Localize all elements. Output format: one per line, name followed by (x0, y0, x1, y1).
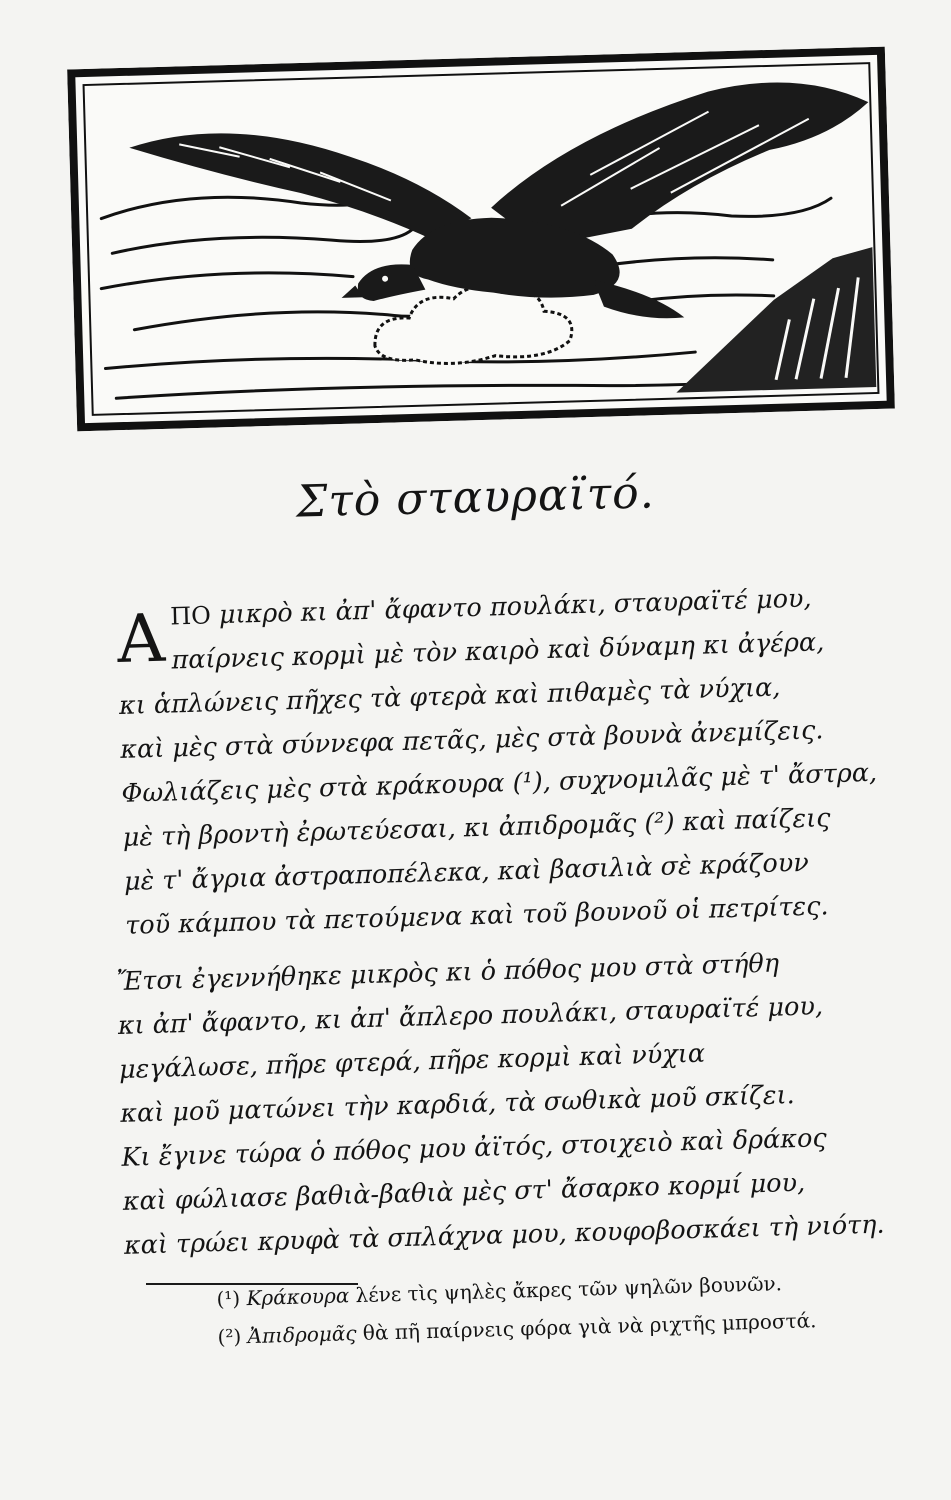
footnotes (216, 1260, 938, 1356)
poem-line-8: τοῦ κάμπου τὰ πετούμενα καὶ τοῦ βουνοῦ οἱ πετρίτες. (124, 891, 829, 941)
poem-line-15: καὶ τρώει κρυφὰ τὰ σπλάχνα μου, κουφοβοσκάει τὴ νιότη. (123, 1209, 885, 1261)
poem-line-text: μικρὸ κι ἀπ' ἄφαντο πουλάκι, σταυραϊτέ μου, (210, 583, 812, 631)
poem-stanza-1 (116, 574, 926, 948)
eagle-engraving (67, 47, 895, 432)
poem-line-5: Φωλιάζεις μὲς στὰ κράκουρα (¹), συχνομιλᾶς μὲ τ' ἄστρα, (121, 757, 878, 809)
footnote-mark: (²) (217, 1324, 242, 1349)
poem-line-2: παίρνεις κορμὶ μὲ τὸν καιρὸ καὶ δύναμη κι ἀγέρα, (171, 627, 825, 676)
eagle-illustration (67, 47, 895, 432)
poem-stanza-2 (116, 938, 924, 1268)
poem-line-4: καὶ μὲς στὰ σύννεφα πετᾶς, μὲς στὰ βουνὰ ἀνεμίζεις. (119, 715, 824, 765)
drop-cap: Α (116, 599, 166, 678)
poem-line-10: κι ἀπ' ἄφαντο, κι ἀπ' ἄπλερο πουλάκι, σταυραϊτέ μου, (117, 991, 824, 1041)
poem-line-7: μὲ τ' ἄγρια ἀστραποπέλεκα, καὶ βασιλιὰ σὲ κράζουν (123, 847, 810, 897)
poem-line-13: Κι ἔγινε τώρα ὁ πόθος μου ἀϊτός, στοιχειὸ καὶ δράκος (121, 1123, 828, 1173)
poem-line-11: μεγάλωσε, πῆρε φτερά, πῆρε κορμὶ καὶ νύχια (118, 1038, 706, 1085)
footnote-text: θὰ πῆ παίρνεις φόρα γιὰ νὰ ριχτῆς μπροστά. (356, 1308, 817, 1346)
footnote-term: Ἀπιδρομᾶς (247, 1321, 357, 1349)
poem-line-9: Ἔτσι ἐγεννήθηκε μικρὸς κι ὁ πόθος μου στὰ στήθη (116, 948, 780, 997)
poem-line-6: μὲ τὴ βροντὴ ἐρωτεύεσαι, κι ἀπιδρομᾶς (²) καὶ παίζεις (122, 803, 831, 853)
poem-line-12: καὶ μοῦ ματώνει τὴν καρδιά, τὰ σωθικὰ μοῦ σκίζει. (119, 1080, 796, 1129)
first-line-caps: ΠΟ (169, 601, 212, 631)
footnote-text: λένε τὶς ψηλὲς ἄκρες τῶν ψηλῶν βουνῶν. (348, 1271, 783, 1308)
poem-line-14: καὶ φώλιασε βαθιὰ-βαθιὰ μὲς στ' ἄσαρκο κορμί μου, (122, 1167, 806, 1217)
poem-line-3: κι ἁπλώνεις πῆχες τὰ φτερὰ καὶ πιθαμὲς τὰ νύχια, (118, 672, 781, 721)
footnote-term: Κράκουρα (246, 1283, 350, 1311)
footnote-mark: (¹) (216, 1286, 241, 1311)
poem-title: Στὸ σταυραϊτό. (295, 467, 656, 528)
